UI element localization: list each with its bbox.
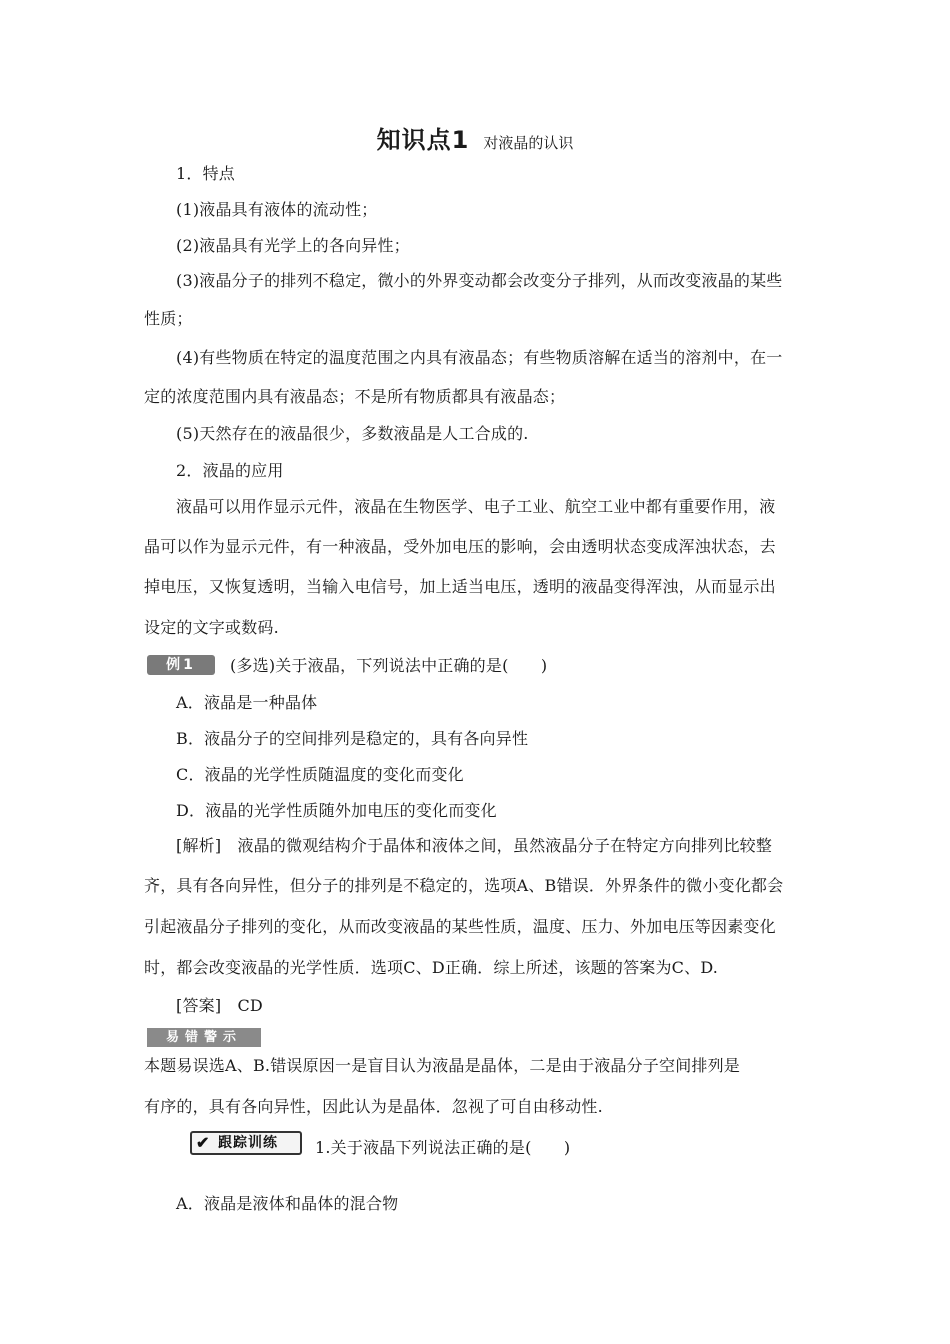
check-icon: ✔ [196,1133,210,1152]
section1-title: 1．特点 [176,164,235,183]
application-line: 液晶可以用作显示元件，液晶在生物医学、电子工业、航空工业中都有重要作用，液 [176,497,776,516]
tracking-training-badge [190,1131,302,1155]
answer-line: [答案] CD [176,996,263,1015]
analysis-line: [解析] 液晶的微观结构介于晶体和液体之间，虽然液晶分子在特定方向排列比较整 [176,836,773,855]
example-question: (多选)关于液晶，下列说法中正确的是( ) [230,656,548,675]
feature-item: (4)有些物质在特定的温度范围之内具有液晶态；有些物质溶解在适当的溶剂中，在一 [176,348,783,367]
warning-line: 本题易误选A、B.错误原因一是盲目认为液晶是晶体，二是由于液晶分子空间排列是 [144,1056,740,1075]
training-question: 1.关于液晶下列说法正确的是( ) [315,1138,571,1157]
analysis-line: 时，都会改变液晶的光学性质．选项C、D正确．综上所述，该题的答案为C、D. [144,958,719,977]
section-heading [0,120,950,155]
analysis-line: 引起液晶分子排列的变化，从而改变液晶的某些性质，温度、压力、外加电压等因素变化 [144,917,776,936]
option-b: B．液晶分子的空间排列是稳定的，具有各向异性 [176,729,529,748]
common-mistake-badge: 易错警示 [147,1028,261,1047]
feature-item: 性质； [144,309,193,328]
training-badge-label: 跟踪训练 [218,1135,278,1151]
feature-item: (1)液晶具有液体的流动性； [176,200,378,219]
feature-item: (2)液晶具有光学上的各向异性； [176,236,410,255]
feature-item: (5)天然存在的液晶很少，多数液晶是人工合成的. [176,424,529,443]
application-line: 掉电压，又恢复透明，当输入电信号，加上适当电压，透明的液晶变得浑浊，从而显示出 [144,577,776,596]
heading-topic: 对液晶的认识 [483,134,574,152]
section2-title: 2．液晶的应用 [176,461,284,480]
application-line: 设定的文字或数码. [144,618,279,637]
application-line: 晶可以作为显示元件，有一种液晶，受外加电压的影响，会由透明状态变成浑浊状态，去 [144,537,776,556]
option-a: A．液晶是一种晶体 [176,693,318,712]
option-c: C．液晶的光学性质随温度的变化而变化 [176,765,464,784]
heading-knowledge-point: 知识点1 [376,126,470,154]
example-badge: 例1 [147,655,215,675]
analysis-line: 齐，具有各向异性，但分子的排列是不稳定的，选项A、B错误．外界条件的微小变化都会 [144,876,784,895]
feature-item: 定的浓度范围内具有液晶态；不是所有物质都具有液晶态； [144,387,566,406]
warning-line: 有序的，具有各向异性，因此认为是晶体．忽视了可自由移动性. [144,1097,603,1116]
feature-item: (3)液晶分子的排列不稳定，微小的外界变动都会改变分子排列，从而改变液晶的某些 [176,271,783,290]
option-d: D．液晶的光学性质随外加电压的变化而变化 [176,801,497,820]
training-option-a: A．液晶是液体和晶体的混合物 [176,1194,399,1213]
